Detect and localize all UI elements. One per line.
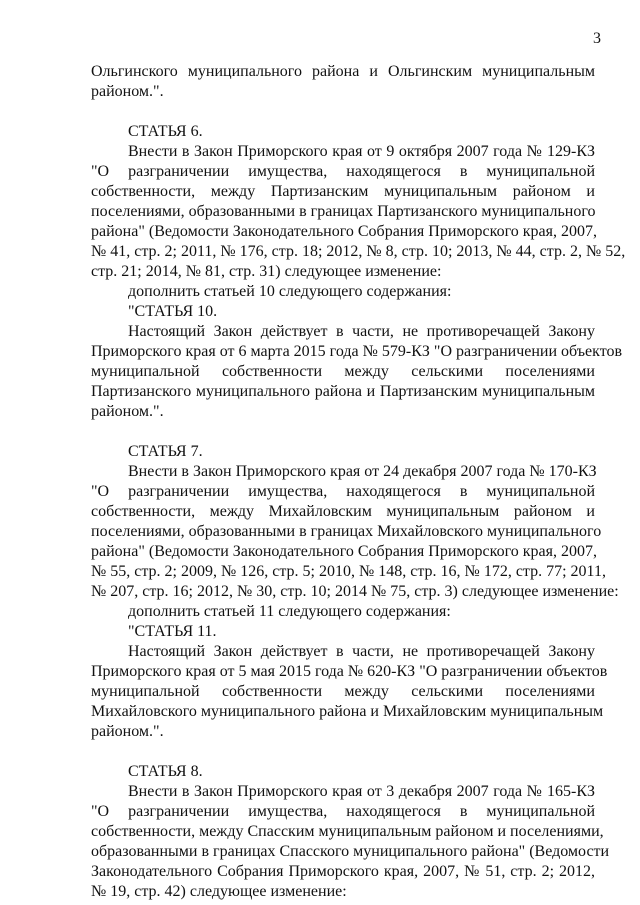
text-line: № 41, стр. 2; 2011, № 176, стр. 18; 2012, № 8, стр. 10; 2013, № 44, стр. 2, № 52, — [91, 243, 626, 260]
text-line: образованными в границах Спасского муниципального района" (Ведомости — [91, 843, 610, 860]
text-line: районом.". — [91, 723, 164, 740]
text-line: "О разграничении имущества, находящегося в муниципальной — [91, 803, 595, 820]
text-line: Настоящий Закон действует в части, не противоречащей Закону — [128, 643, 595, 660]
text-line: дополнить статьей 11 следующего содержания: — [128, 603, 451, 620]
text-line: СТАТЬЯ 6. — [128, 123, 203, 140]
text-line: собственности, между Михайловским муниципальным районом и — [91, 503, 595, 520]
paragraph-gap — [91, 102, 595, 122]
text-line: Законодательного Собрания Приморского края, 2007, № 51, стр. 2; 2012, — [91, 863, 595, 880]
page-number: 3 — [593, 30, 601, 47]
text-line: Настоящий Закон действует в части, не противоречащей Закону — [128, 323, 595, 340]
text-line: Внести в Закон Приморского края от 9 октября 2007 года № 129-КЗ — [128, 143, 595, 160]
text-line: № 55, стр. 2; 2009, № 126, стр. 5; 2010, № 148, стр. 16, № 172, стр. 77; 2011, — [91, 563, 606, 580]
text-line: "О разграничении имущества, находящегося в муниципальной — [91, 163, 595, 180]
text-line: стр. 21; 2014, № 81, стр. 31) следующее изменение: — [91, 263, 442, 280]
text-line: Приморского края от 5 мая 2015 года № 620-КЗ "О разграничении объектов — [91, 663, 608, 680]
text-line: Внести в Закон Приморского края от 3 декабря 2007 года № 165-КЗ — [128, 783, 595, 800]
text-line: № 207, стр. 16; 2012, № 30, стр. 10; 2014 № 75, стр. 3) следующее изменение: — [91, 583, 619, 600]
text-line: районом.". — [91, 403, 164, 420]
text-line: "СТАТЬЯ 11. — [128, 623, 217, 640]
text-line: № 19, стр. 42) следующее изменение: — [91, 883, 347, 900]
text-line: "СТАТЬЯ 10. — [128, 303, 218, 320]
text-line: района" (Ведомости Законодательного Собрания Приморского края, 2007, — [91, 543, 597, 560]
text-line: СТАТЬЯ 8. — [128, 763, 203, 780]
text-line: районом.". — [91, 83, 164, 100]
text-line: муниципальной собственности между сельскими поселениями — [91, 363, 595, 380]
text-line: дополнить статьей 10 следующего содержания: — [128, 283, 452, 300]
text-line: поселениями, образованными в границах Партизанского муниципального — [91, 203, 596, 220]
text-line: поселениями, образованными в границах Михайловского муниципального — [91, 523, 602, 540]
text-line: Ольгинского муниципального района и Ольгинским муниципальным — [91, 63, 595, 80]
paragraph-gap — [91, 422, 595, 442]
text-line: Михайловского муниципального района и Михайловским муниципальным — [91, 703, 604, 720]
text-line: СТАТЬЯ 7. — [128, 443, 203, 460]
text-line: "О разграничении имущества, находящегося в муниципальной — [91, 483, 595, 500]
text-line: Партизанского муниципального района и Партизанским муниципальным — [91, 383, 595, 400]
text-line: собственности, между Партизанским муниципальным районом и — [91, 183, 595, 200]
text-line: собственности, между Спасским муниципальным районом и поселениями, — [91, 823, 604, 840]
paragraph-gap — [91, 742, 595, 762]
document-body — [91, 62, 626, 902]
text-line: Внести в Закон Приморского края от 24 декабря 2007 года № 170-КЗ — [128, 463, 597, 480]
text-line: муниципальной собственности между сельскими поселениями — [91, 683, 595, 700]
text-line: района" (Ведомости Законодательного Собрания Приморского края, 2007, — [91, 223, 597, 240]
text-line: Приморского края от 6 марта 2015 года № 579-КЗ "О разграничении объектов — [91, 343, 623, 360]
